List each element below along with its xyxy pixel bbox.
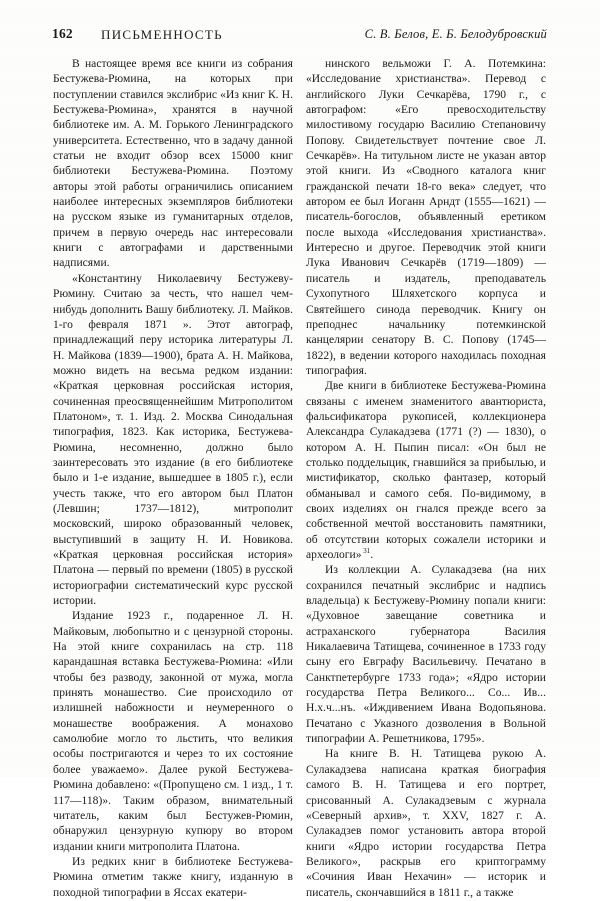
right-column [306,57,546,899]
paragraph: Из коллекции А. Сулакадзева (на них сохранился печатный экслибрис и надпись владельца) к Бестужеву-Рюмину попали книги: «Духовное завещание советника и астраханского губернатора Василия Никалаевича Татищева, сочиненное в 1733 году сыну его Евграфу Васильевичу. Печатано в Санктпетербурге 1733 года»; «Ядро истории государства Петра Великого... Со... Ив... Н.х.ч...нъ. «Иждивением Ивана Водопьянова. Печатано с Указного дозволения в Вольной типографии А. Решетникова, 1795». [306,564,546,746]
paragraph-with-footnote: Две книги в библиотеке Бестужева-Рюмина связаны с именем знаменитого авантюриста, фальсификатора рукописей, коллекционера Александра Сулакадзева (1771 (?) — 1830), о котором А. Н. Пыпин писал: «Он был не столько подделыцик, гнавшийся за прибылью, и мистификатор, сколько фантазер, который обманывал и самого себя. По-видимому, в своих изделиях он гнался прежде всего за собственной мечтой восстановить памятники, об отсутствии которых сожалели историки и археологи» $^{31}$. [306,380,546,561]
paragraph: нинского вельможи Г. А. Потемкина: «Исследование христианства». Перевод с английского Луки Сечкарёва, 1790 г., с автографом: «Его превосходительству милостивому государю Василию Степановичу Попову. Свидетельствует почтение свое Л. Сечкарёв». На титульном листе не указан автор этой книги. Из «Сводного каталога книг гражданской печати 18-го века» следует, что автором ее был Иоганн Арндт (1555—1621) — писатель-богослов, объявленный еретиком после выхода «Исследования христианства». Интересно и другое. Переводчик этой книги Лука Иванович Сечкарёв (1719—1809) — писатель и издатель, преподаватель Сухопутного Шляхетского корпуса и Святейшего синода переводчик. Книгу он преподнес начальнику потемкинской канцелярии сенатору В. С. Попову (1745—1822), в ведении которого находилась походная типография. [306,58,546,377]
paragraph: «Константину Николаевичу Бестужеву-Рюмину. Считаю за честь, что нашел чем-нибудь дополнить Вашу библиотеку. Л. Майков. 1-го февраля 1871 ». Этот автограф, принадлежащий перу историка литературы Л. Н. Майкова (1839—1900), брата А. Н. Майкова, можно видеть на весьма редком издании: «Краткая церковная российская история, сочиненная преосвященнейшим Митрополитом Платоном», т. 1. Изд. 2. Москва Синодальная типография, 1823. Как историка, Бестужева-Рюмина, несомненно, должно было заинтересовать это издание (в его библиотеке было и 1-е издание, вышедшее в 1805 г.), если учесть также, что его автором был Платон (Левшин; 1737—1812), митрополит московский, широко образованный человек, выступивший в защиту Н. И. Новикова. «Краткая церковная российская история» Платона — первый по времени (1805) в русской историографии систематический курс русской истории. [53,272,293,608]
running-head-section-title: ПИСЬМЕННОСТЬ [101,27,223,42]
running-head-authors: С. В. Белов, Е. Б. Белодубровский [364,27,547,41]
paragraph: Из редких книг в библиотеке Бестужева-Рюмина отметим также книгу, изданную в походной типографии в Яссах екатери- [53,855,293,899]
footnote-marker: 31 [363,547,371,556]
running-head [0,26,600,46]
body-columns [53,57,547,899]
page-number: 162 [52,26,73,41]
paragraph: Издание 1923 г., подаренное Л. Н. Майковым, любопытно и с цензурной стороны. На этой книге сохранилась на стр. 118 карандашная вставка Бестужева-Рюмина: «Или чтобы без разводу, законной от мужа, могла принять монашество. Сие происходило от излишней набожности и неумеренного о монашестве воображения. А монахово самолюбие могло то льстить, что великия особы постригаются и через то их состояние более уважаемо». Далее рукой Бестужева-Рюмина добавлено: «(Пропущено см. 1 изд., 1 т. 117—118)». Таким образом, внимательный читатель, каким был Бестужев-Рюмин, обнаружил цензурную купюру во втором издании книги митрополита Платона. [53,610,293,853]
left-column [53,57,293,899]
paragraph-text: Две книги в библиотеке Бестужева-Рюмина связаны с именем знаменитого авантюриста, фальсификатора рукописей, коллекционера Александра Сулакадзева (1771 (?) — 1830), о котором А. Н. Пыпин писал: «Он был не столько подделыцик, гнавшийся за прибылью, и мистификатор, сколько фантазер, который обманывал и самого себя. По-видимому, в своих изделиях он гнался прежде всего за собственной мечтой восстановить памятники, об отсутствии которых сожалели историки и археологи» [306,380,546,561]
paragraph: На книге В. Н. Татищева рукою А. Сулакадзева написана краткая биография самого В. Н. Татищева и его портрет, срисованный А. Сулакадзевым с журнала «Северный архив», т. XXV, 1827 г. А. Сулакадзев помог установить автора второй книги «Ядро истории государства Петра Великого», раскрыв его криптограмму «Сочиния Иван Нехачин» — историк и писатель, скончавшийся в 1811 г., а также [306,748,546,899]
paragraph: В настоящее время все книги из собрания Бестужева-Рюмина, на которых при поступлении ставился экслибрис «Из книг К. Н. Бестужева-Рюмина», хранятся в научной библиотеке им. А. М. Горького Ленинградского университета. Естественно, что в задачу данной статьи не входит обзор всех 15000 книг библиотеки Бестужева-Рюмина. Поэтому авторы этой работы ограничились описанием наиболее интересных экземпляров библиотеки на русском языке из гуманитарных отделов, причем в первую очередь нас интересовали книги с автографами и дарственными надписями. [53,58,293,270]
